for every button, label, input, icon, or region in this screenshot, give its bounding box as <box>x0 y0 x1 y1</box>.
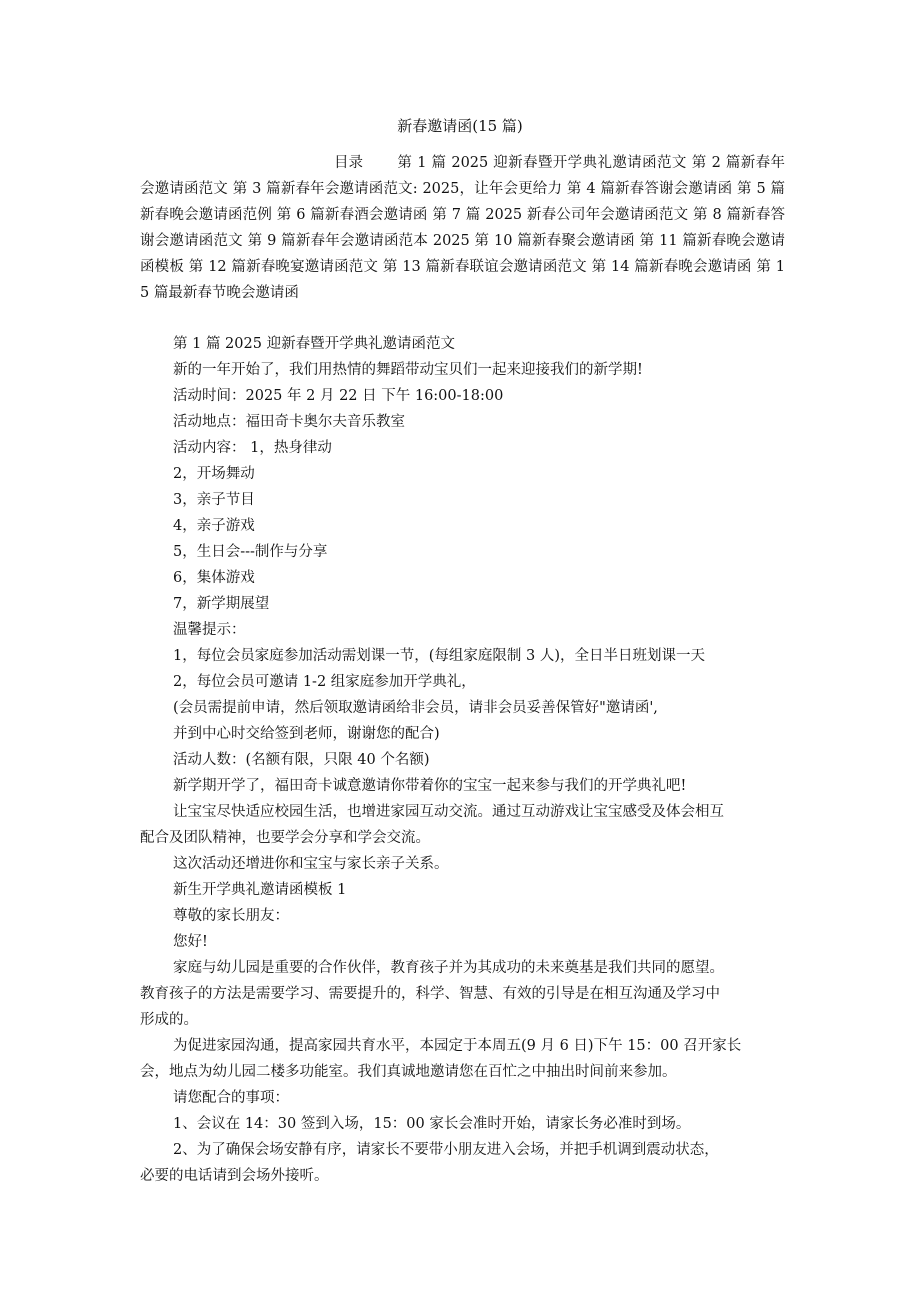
text-line: 教育孩子的方法是需要学习、需要提升的，科学、智慧、有效的引导是在相互沟通及学习中 <box>140 986 720 1002</box>
text-line: 形成的。 <box>140 1012 198 1028</box>
list-item: 7，新学期展望 <box>173 596 270 612</box>
participant-count: 活动人数：(名额有限，只限 40 个名额) <box>173 752 430 768</box>
text-line: 配合及团队精神，也要学会分享和学会交流。 <box>140 830 430 846</box>
document-body <box>140 331 790 1189</box>
toc-label: 目录 <box>334 155 363 171</box>
tip-item: 1，每位会员家庭参加活动需划课一节，(每组家庭限制 3 人)，全日半日班划课一天 <box>173 648 705 664</box>
text-line: (会员需提前申请，然后领取邀请函给非会员，请非会员妥善保管好"邀请函', <box>173 700 658 716</box>
list-item: 4，亲子游戏 <box>173 518 255 534</box>
notice-item: 2、为了确保会场安静有序，请家长不要带小朋友进入会场，并把手机调到震动状态， <box>173 1142 719 1158</box>
table-of-contents <box>140 150 785 306</box>
notice-item: 1、会议在 14：30 签到入场，15：00 家长会准时开始，请家长务必准时到场。 <box>173 1116 691 1132</box>
text-line: 这次活动还增进你和宝宝与家长亲子关系。 <box>173 856 449 872</box>
text-line: 为促进家园沟通，提高家园共育水平，本园定于本周五(9 月 6 日)下午 15：00 召开家长 <box>173 1038 742 1054</box>
text-line: 必要的电话请到会场外接听。 <box>140 1168 329 1184</box>
list-item: 3，亲子节目 <box>173 492 255 508</box>
tip-item: 2，每位会员可邀请 1-2 组家庭参加开学典礼， <box>173 674 476 690</box>
salutation: 尊敬的家长朋友： <box>173 908 289 924</box>
section-heading: 第 1 篇 2025 迎新春暨开学典礼邀请函范文 <box>173 336 456 352</box>
tips-heading: 温馨提示： <box>173 622 246 638</box>
greeting: 您好! <box>173 934 208 950</box>
toc-entries: 第 1 篇 2025 迎新春暨开学典礼邀请函范文 第 2 篇新春年会邀请函范文 第 3 篇新春年会邀请函范文: 2025，让年会更给力 第 4 篇新春答谢会邀请函 第 5 篇新春晚会邀请函范例 第 6 篇新春酒会邀请函 第 7 篇 2025 新春公司年会邀请函范文 第 8 篇新春答谢会邀请函范文 第 9 篇新春年会邀请函范本 2025 第 10 篇新春聚会邀请函 第 11 篇新春晚会邀请函模板 第 12 篇新春晚宴邀请函范文 第 13 篇新春联谊会邀请函范文 第 14 篇新春晚会邀请函 第 15 篇最新春节晚会邀请函 <box>140 155 785 301</box>
text-line: 家庭与幼儿园是重要的合作伙伴，教育孩子并为其成功的未来奠基是我们共同的愿望。 <box>173 960 724 976</box>
template-heading: 新生开学典礼邀请函模板 1 <box>173 882 347 898</box>
document-title: 新春邀请函(15 篇) <box>397 117 523 135</box>
text-line: 让宝宝尽快适应校园生活，也增进家园互动交流。通过互动游戏让宝宝感受及体会相互 <box>173 804 724 820</box>
event-location: 活动地点：福田奇卡奥尔夫音乐教室 <box>173 414 405 430</box>
list-item: 5，生日会---制作与分享 <box>173 544 328 560</box>
text-line: 并到中心时交给签到老师，谢谢您的配合) <box>173 726 440 742</box>
text-line: 新学期开学了，福田奇卡诚意邀请你带着你的宝宝一起来参与我们的开学典礼吧! <box>173 778 687 794</box>
event-content: 活动内容： 1，热身律动 <box>173 440 332 456</box>
text-line: 新的一年开始了，我们用热情的舞蹈带动宝贝们一起来迎接我们的新学期! <box>173 362 643 378</box>
text-line: 会，地点为幼儿园二楼多功能室。我们真诚地邀请您在百忙之中抽出时间前来参加。 <box>140 1064 677 1080</box>
notice-heading: 请您配合的事项： <box>173 1090 289 1106</box>
list-item: 6，集体游戏 <box>173 570 255 586</box>
event-time: 活动时间：2025 年 2 月 22 日 下午 16:00-18:00 <box>173 388 504 404</box>
list-item: 2，开场舞动 <box>173 466 255 482</box>
